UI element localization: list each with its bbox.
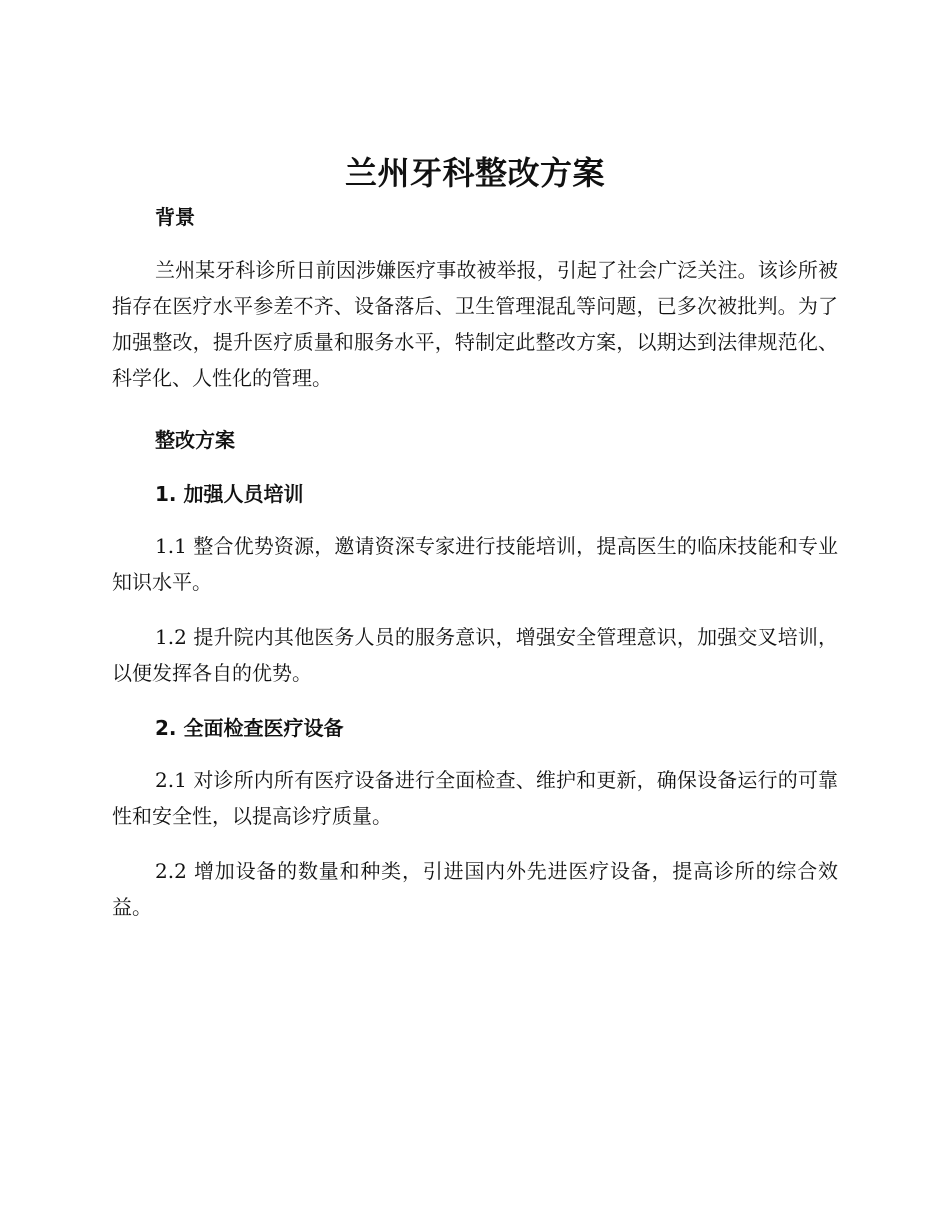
- document-title: 兰州牙科整改方案: [344, 154, 605, 192]
- paragraph-2-2: 2.2 增加设备的数量和种类，引进国内外先进医疗设备，提高诊所的综合效益。: [112, 859, 838, 919]
- paragraph-2-1: 2.1 对诊所内所有医疗设备进行全面检查、维护和更新，确保设备运行的可靠性和安全性，以提高诊疗质量。: [112, 768, 838, 828]
- plan-heading: 整改方案: [155, 428, 235, 452]
- paragraph-1-2: 1.2 提升院内其他医务人员的服务意识，增强安全管理意识，加强交叉培训，以便发挥各自的优势。: [112, 625, 838, 685]
- paragraph-1-1: 1.1 整合优势资源，邀请资深专家进行技能培训，提高医生的临床技能和专业知识水平。: [112, 534, 838, 594]
- section-heading-training: 1. 加强人员培训: [155, 482, 304, 506]
- section-heading-equipment: 2. 全面检查医疗设备: [155, 716, 344, 740]
- background-paragraph: 兰州某牙科诊所日前因涉嫌医疗事故被举报，引起了社会广泛关注。该诊所被指存在医疗水平参差不齐、设备落后、卫生管理混乱等问题，已多次被批判。为了加强整改，提升医疗质量和服务水平，特制定此整改方案，以期达到法律规范化、科学化、人性化的管理。: [112, 258, 838, 390]
- background-heading: 背景: [155, 205, 195, 229]
- document-body: [112, 150, 838, 925]
